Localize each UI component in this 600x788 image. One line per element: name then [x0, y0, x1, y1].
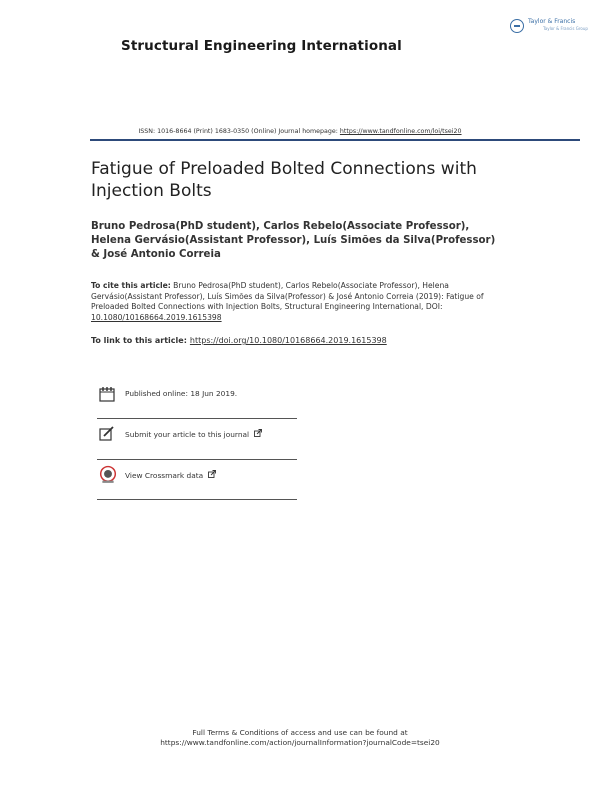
submit-article-text: Submit your article to this journal — [125, 430, 250, 439]
external-link-icon — [208, 470, 216, 478]
publisher-logo-group: Taylor & Francis Group — [543, 26, 588, 31]
footer — [0, 728, 600, 748]
crossmark-icon — [99, 465, 117, 485]
header-divider — [90, 139, 580, 141]
footer-terms-text: Full Terms & Conditions of access and use can be found at — [192, 728, 408, 737]
citation-text: Bruno Pedrosa(PhD student), Carlos Rebelo(Associate Professor), Helena Gervásio(Assistant Professor), Luís Simões da Silva(Professor) & José Antonio Correia (2019): Fatigue of Preloaded Bolted Connections with Injection Bolts, Structural Engineering International, DOI: — [91, 281, 484, 312]
citation-label: To cite this article: — [91, 281, 171, 290]
crossmark-row[interactable] — [97, 465, 297, 489]
issn-text: ISSN: 1016-8664 (Print) 1683-0350 (Online) Journal homepage: — [138, 128, 340, 135]
info-divider — [97, 418, 297, 419]
crossmark-text: View Crossmark data — [125, 471, 204, 480]
issn-line — [0, 128, 600, 135]
info-divider — [97, 459, 297, 460]
journal-homepage-link[interactable]: https://www.tandfonline.com/loi/tsei20 — [339, 128, 462, 135]
crossmark-link[interactable] — [125, 470, 216, 480]
doi-link[interactable]: 10.1080/10168664.2019.1615398 — [91, 312, 222, 322]
article-link-block — [91, 336, 511, 345]
external-link-icon — [254, 429, 262, 437]
info-divider — [97, 499, 297, 500]
publisher-logo-icon — [510, 19, 524, 33]
calendar-icon — [99, 386, 115, 402]
citation-block — [91, 281, 516, 323]
article-title: Fatigue of Preloaded Bolted Connections with Injection Bolts — [91, 159, 477, 201]
submit-row[interactable] — [97, 424, 297, 448]
published-date: Published online: 18 Jun 2019. — [125, 389, 238, 398]
publisher-logo[interactable] — [510, 17, 588, 37]
submit-article-link[interactable] — [125, 429, 262, 439]
footer-terms-link[interactable]: https://www.tandfonline.com/action/journalInformation?journalCode=tsei20 — [160, 738, 440, 747]
journal-name: Structural Engineering International — [121, 38, 402, 54]
pencil-edit-icon — [99, 426, 115, 442]
article-authors: Bruno Pedrosa(PhD student), Carlos Rebelo(Associate Professor), Helena Gervásio(Assistant Professor), Luís Simões da Silva(Professor) & José Antonio Correia — [91, 221, 496, 260]
publisher-logo-brand: Taylor & Francis — [528, 18, 576, 25]
article-link[interactable]: https://doi.org/10.1080/10168664.2019.1615398 — [189, 336, 387, 345]
article-link-label: To link to this article: — [91, 336, 187, 345]
published-row — [97, 384, 297, 408]
